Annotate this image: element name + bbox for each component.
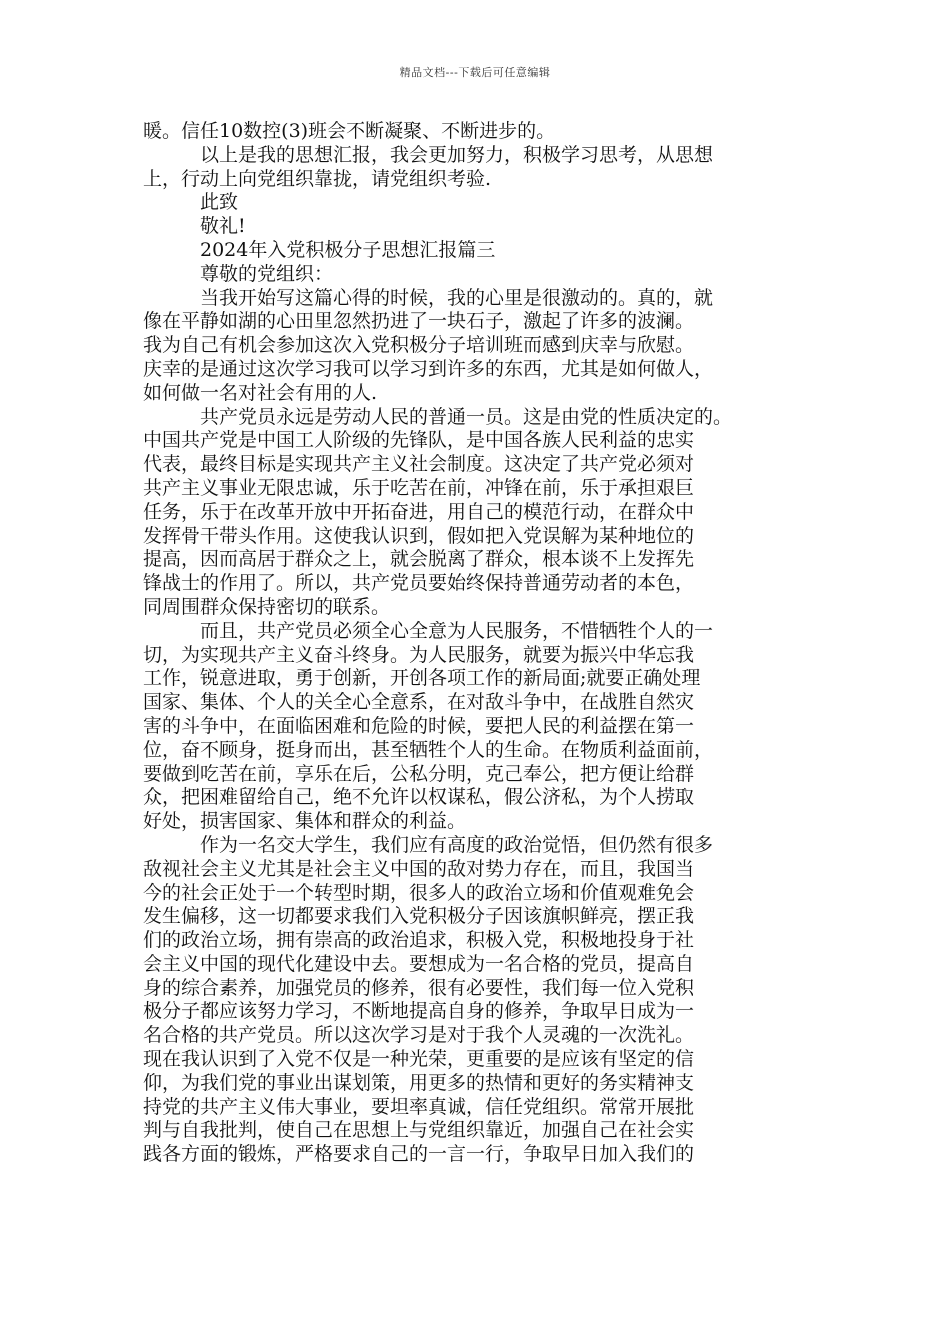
text-line: 中国共产党是中国工人阶级的先锋队，是中国各族人民利益的忠实 — [143, 429, 695, 452]
text-line: 而且，共产党员必须全心全意为人民服务，不惜牺牲个人的一 — [200, 619, 714, 642]
text-line: 锋战士的作用了。所以，共产党员要始终保持普通劳动者的本色， — [143, 572, 695, 595]
text-line: 暖。信任10数控(3)班会不断凝聚、不断进步的。 — [143, 120, 556, 142]
text-line: 如何做一名对社会有用的人. — [143, 381, 378, 404]
text-line: 发挥骨干带头作用。这使我认识到，假如把入党误解为某种地位的 — [143, 524, 695, 547]
text-line: 众，把困难留给自己，绝不允许以权谋私，假公济私，为个人捞取 — [143, 786, 695, 809]
text-line: 仰，为我们党的事业出谋划策，用更多的热情和更好的务实精神支 — [143, 1071, 695, 1094]
text-line: 像在平静如湖的心田里忽然扔进了一块石子，激起了许多的波澜。 — [143, 310, 695, 333]
text-line: 现在我认识到了入党不仅是一种光荣，更重要的是应该有坚定的信 — [143, 1048, 695, 1071]
text-line: 代表，最终目标是实现共产主义社会制度。这决定了共产党必须对 — [143, 453, 695, 476]
text-line: 极分子都应该努力学习，不断地提高自身的修养，争取早日成为一 — [143, 1000, 695, 1023]
text-line: 持党的共产主义伟大事业，要坦率真诚，信任党组织。常常开展批 — [143, 1095, 695, 1118]
text-line: 身的综合素养，加强党员的修养，很有必要性，我们每一位入党积 — [143, 976, 695, 999]
text-line: 以上是我的思想汇报，我会更加努力，积极学习思考，从思想 — [200, 143, 714, 166]
text-line: 尊敬的党组织： — [200, 262, 334, 285]
text-line: 害的斗争中，在面临困难和危险的时候，要把人民的利益摆在第一 — [143, 714, 695, 737]
text-line: 当我开始写这篇心得的时候，我的心里是很激动的。真的，就 — [200, 286, 714, 309]
text-line: 今的社会正处于一个转型时期，很多人的政治立场和价值观难免会 — [143, 881, 695, 904]
text-line: 共产党员永远是劳动人民的普通一员。这是由党的性质决定的。 — [200, 405, 733, 428]
text-line: 要做到吃苦在前，享乐在后，公私分明，克己奉公，把方便让给群 — [143, 762, 695, 785]
text-line: 切，为实现共产主义奋斗终身。为人民服务，就要为振兴中华忘我 — [143, 643, 695, 666]
text-line: 此致 — [200, 191, 239, 214]
text-line: 名合格的共产党员。所以这次学习是对于我个人灵魂的一次洗礼。 — [143, 1024, 695, 1047]
text-line: 发生偏移，这一切都要求我们入党积极分子因该旗帜鲜亮，摆正我 — [143, 905, 695, 928]
text-line: 庆幸的是通过这次学习我可以学习到许多的东西，尤其是如何做人， — [143, 357, 714, 380]
text-line: 好处，损害国家、集体和群众的利益。 — [143, 810, 467, 833]
page-header: 精品文档---下载后可任意编辑 — [399, 66, 551, 79]
text-line: 提高，因而高居于群众之上，就会脱离了群众，根本谈不上发挥先 — [143, 548, 695, 571]
text-line: 敌视社会主义尤其是社会主义中国的敌对势力存在，而且，我国当 — [143, 857, 695, 880]
text-line: 2024年入党积极分子思想汇报篇三 — [200, 238, 496, 261]
text-line: 同周围群众保持密切的联系。 — [143, 595, 391, 618]
text-line: 判与自我批判，使自己在思想上与党组织靠近，加强自己在社会实 — [143, 1119, 695, 1142]
text-line: 工作，锐意进取，勇于创新，开创各项工作的新局面;就要正确处理 — [143, 667, 701, 690]
text-line: 会主义中国的现代化建设中去。要想成为一名合格的党员，提高自 — [143, 952, 695, 975]
text-line: 们的政治立场，拥有崇高的政治追求，积极入党，积极地投身于社 — [143, 929, 695, 952]
text-line: 国家、集体、个人的关全心全意系，在对敌斗争中，在战胜自然灾 — [143, 691, 695, 714]
document-body — [143, 120, 809, 1167]
text-line: 践各方面的锻炼，严格要求自己的一言一行，争取早日加入我们的 — [143, 1143, 695, 1166]
text-line: 位，奋不顾身，挺身而出，甚至牺牲个人的生命。在物质利益面前， — [143, 738, 714, 761]
text-line: 任务，乐于在改革开放中开拓奋进，用自己的模范行动，在群众中 — [143, 500, 695, 523]
text-line: 敬礼! — [200, 215, 246, 238]
text-line: 我为自己有机会参加这次入党积极分子培训班而感到庆幸与欣慰。 — [143, 334, 695, 357]
text-line: 共产主义事业无限忠诚，乐于吃苦在前，冲锋在前，乐于承担艰巨 — [143, 476, 695, 499]
text-line: 作为一名交大学生，我们应有高度的政治觉悟，但仍然有很多 — [200, 833, 714, 856]
text-line: 上，行动上向党组织靠拢，请党组织考验. — [143, 167, 492, 190]
